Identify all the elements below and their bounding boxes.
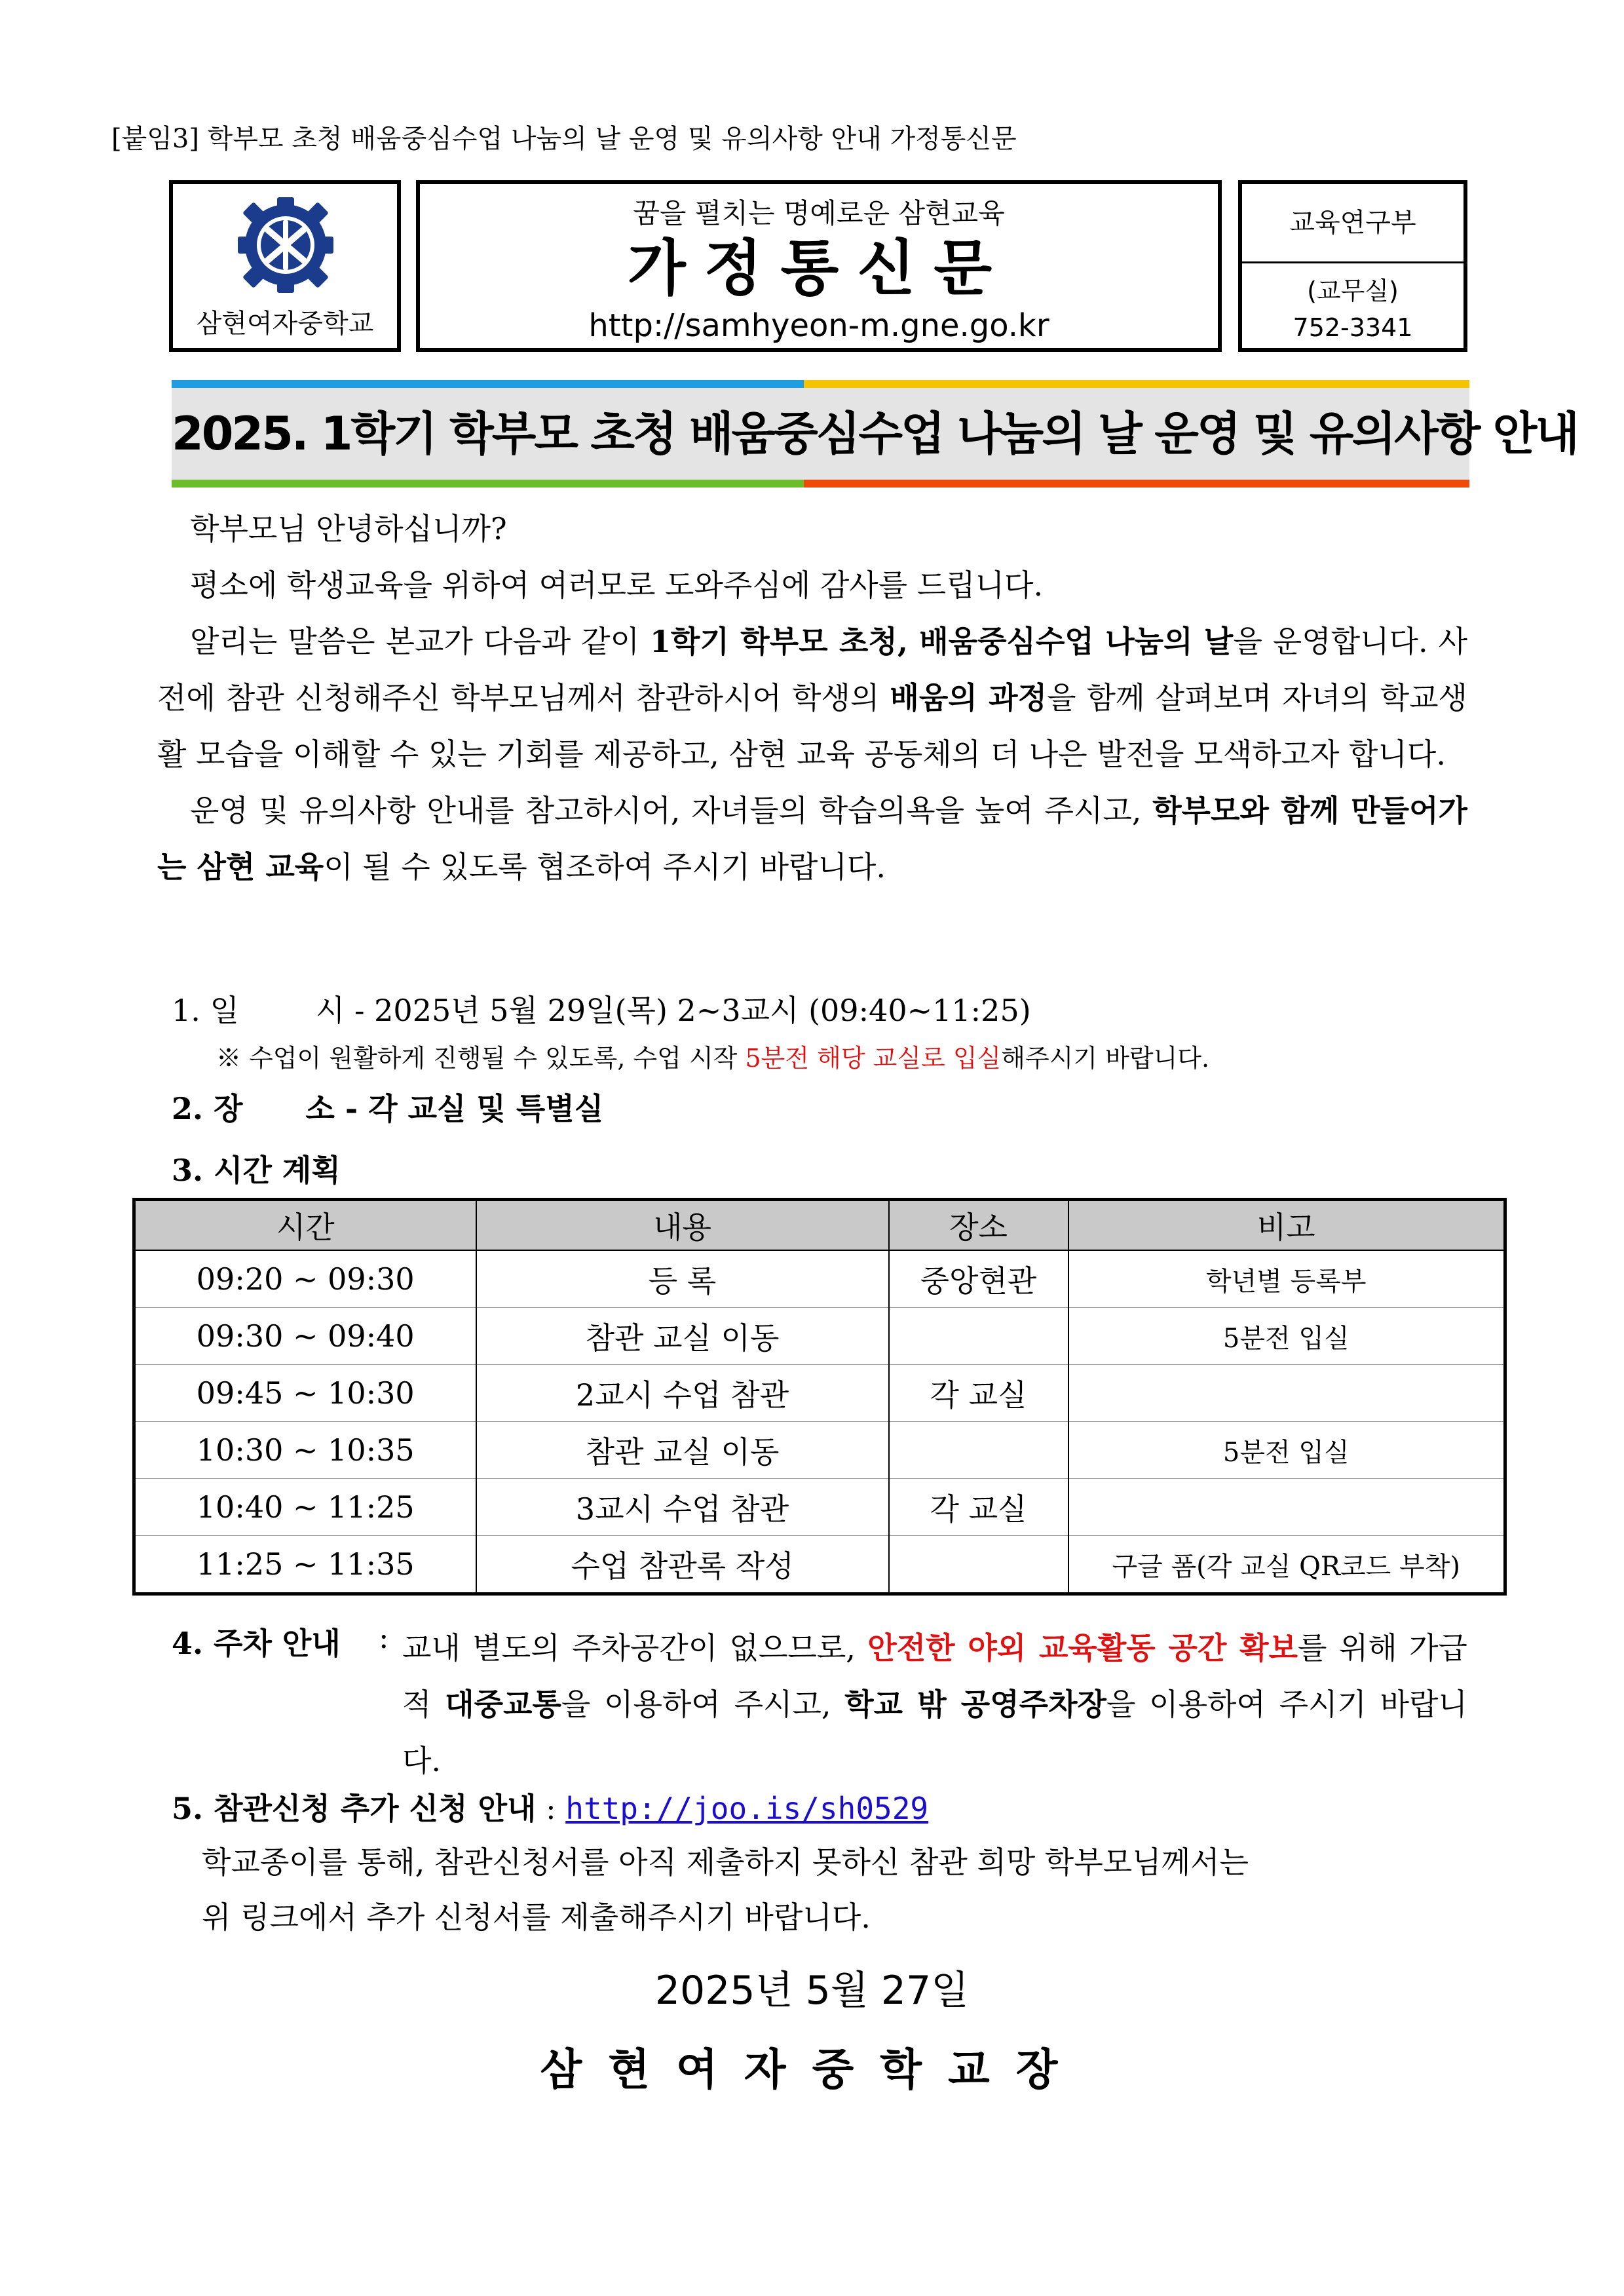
contact-info bbox=[1242, 263, 1463, 346]
greeting-line-1: 학부모님 안녕하십니까? bbox=[190, 511, 507, 546]
safety-space-notice: 안전한 야외 교육활동 공간 확보 bbox=[867, 1630, 1298, 1666]
text-span: ※ 수업이 원활하게 진행될 수 있도록, 수업 시작 bbox=[216, 1044, 746, 1073]
department-box bbox=[1238, 180, 1467, 352]
cell-remarks bbox=[1068, 1365, 1505, 1422]
section-4-separator: : bbox=[379, 1620, 389, 1655]
text-span: 을 운영합니다. 사전에 참관 신청해주신 학부모님께서 참관하시어 학생의 bbox=[157, 624, 1468, 716]
banner-stripe-blue bbox=[172, 380, 804, 388]
event-name: 1학기 학부모 초청, 배움중심수업 나눔의 날 bbox=[650, 624, 1234, 659]
section-5-line-1: 학교종이를 통해, 참관신청서를 아직 제출하지 못하신 참관 희망 학부모님께서는 bbox=[202, 1845, 1249, 1880]
school-emblem-icon bbox=[236, 196, 335, 294]
newsletter-title: 가정통신문 bbox=[627, 233, 1011, 303]
greeting-block bbox=[157, 501, 1467, 895]
section-5-line-2: 위 링크에서 추가 신청서를 제출해주시기 바랍니다. bbox=[202, 1900, 871, 1935]
banner-stripe-green bbox=[172, 480, 804, 488]
schedule-table bbox=[132, 1198, 1507, 1596]
banner-stripe-yellow bbox=[804, 380, 1469, 388]
cell-place bbox=[889, 1308, 1068, 1365]
issue-date: 2025년 5월 27일 bbox=[654, 1968, 970, 2014]
text-span: 이 될 수 있도록 협조하여 주시기 바랍니다. bbox=[324, 849, 886, 885]
school-url: http://samhyeon-m.gne.go.kr bbox=[588, 307, 1049, 344]
cell-content: 등 록 bbox=[476, 1250, 889, 1308]
cell-time: 11:25 ~ 11:35 bbox=[134, 1536, 476, 1594]
cell-time: 09:20 ~ 09:30 bbox=[134, 1250, 476, 1308]
cell-content: 3교시 수업 참관 bbox=[476, 1479, 889, 1536]
phone-number: 752-3341 bbox=[1293, 313, 1413, 342]
table-row bbox=[134, 1365, 1505, 1422]
text-span: 교내 별도의 주차공간이 없으므로, bbox=[402, 1630, 868, 1666]
cell-remarks: 5분전 입실 bbox=[1068, 1422, 1505, 1479]
learning-process: 배움의 과정 bbox=[890, 680, 1048, 716]
registration-link[interactable]: http://joo.is/sh0529 bbox=[565, 1791, 929, 1826]
section-1-label: 1. 일 시 - bbox=[172, 993, 365, 1028]
cell-place bbox=[889, 1536, 1068, 1594]
cell-place bbox=[889, 1422, 1068, 1479]
title-box bbox=[416, 180, 1222, 352]
banner-title: 2025. 1학기 학부모 초청 배움중심수업 나눔의 날 운영 및 유의사항 안내 bbox=[172, 407, 1577, 461]
banner-stripe-red bbox=[804, 480, 1469, 488]
section-1-value: 2025년 5월 29일(목) 2~3교시 (09:40~11:25) bbox=[374, 993, 1031, 1028]
section-1-schedule bbox=[172, 987, 1031, 1030]
text-span: 를 위해 가급적 bbox=[402, 1630, 1467, 1722]
cell-content: 수업 참관록 작성 bbox=[476, 1536, 889, 1594]
header-time: 시간 bbox=[134, 1200, 476, 1251]
text-span: 해주시기 바랍니다. bbox=[1001, 1044, 1210, 1073]
cell-content: 참관 교실 이동 bbox=[476, 1308, 889, 1365]
section-4-text bbox=[402, 1620, 1467, 1789]
school-logo-box bbox=[169, 180, 401, 352]
section-5-separator: : bbox=[546, 1791, 556, 1826]
cell-remarks: 학년별 등록부 bbox=[1068, 1250, 1505, 1308]
entry-notice: 5분전 해당 교실로 입실 bbox=[745, 1044, 1002, 1073]
cell-time: 10:30 ~ 10:35 bbox=[134, 1422, 476, 1479]
cell-remarks bbox=[1068, 1479, 1505, 1536]
table-row bbox=[134, 1479, 1505, 1536]
table-header-row bbox=[134, 1200, 1505, 1251]
samhyeon-education: 학부모와 함께 만들어가는 삼현 교육 bbox=[157, 793, 1467, 885]
cell-time: 09:45 ~ 10:30 bbox=[134, 1365, 476, 1422]
table-row bbox=[134, 1422, 1505, 1479]
section-3-label: 3. 시간 계획 bbox=[172, 1153, 341, 1188]
public-parking: 학교 밖 공영주차장 bbox=[844, 1687, 1106, 1722]
text-span: 알리는 말씀은 본교가 다음과 같이 bbox=[190, 624, 651, 659]
public-transport: 대중교통 bbox=[445, 1687, 561, 1722]
cell-time: 09:30 ~ 09:40 bbox=[134, 1308, 476, 1365]
cell-content: 2교시 수업 참관 bbox=[476, 1365, 889, 1422]
slogan: 꿈을 펼치는 명예로운 삼현교육 bbox=[633, 197, 1005, 229]
cell-place: 각 교실 bbox=[889, 1365, 1068, 1422]
table-row bbox=[134, 1250, 1505, 1308]
section-5-label: 5. 참관신청 추가 신청 안내 bbox=[172, 1791, 537, 1826]
section-5-heading bbox=[172, 1785, 928, 1828]
section-4-label: 4. 주차 안내 bbox=[172, 1626, 341, 1661]
table-row bbox=[134, 1536, 1505, 1594]
table-row bbox=[134, 1308, 1505, 1365]
cell-content: 참관 교실 이동 bbox=[476, 1422, 889, 1479]
text-span: 을 이용하여 주시기 바랍니다. bbox=[402, 1687, 1467, 1778]
office-label: (교무실) bbox=[1307, 277, 1399, 305]
cell-remarks: 5분전 입실 bbox=[1068, 1308, 1505, 1365]
header-place: 장소 bbox=[889, 1200, 1068, 1251]
text-span: 운영 및 유의사항 안내를 참고하시어, 자녀들의 학습의욕을 높여 주시고, bbox=[190, 793, 1153, 828]
principal-signature: 삼현여자중학교장 bbox=[540, 2044, 1084, 2095]
cell-time: 10:40 ~ 11:25 bbox=[134, 1479, 476, 1536]
header-content: 내용 bbox=[476, 1200, 889, 1251]
cell-place: 중앙현관 bbox=[889, 1250, 1068, 1308]
greeting-line-2: 평소에 학생교육을 위하여 여러모로 도와주심에 감사를 드립니다. bbox=[190, 567, 1044, 603]
greeting-paragraph-3 bbox=[157, 782, 1467, 895]
cell-remarks: 구글 폼(각 교실 QR코드 부착) bbox=[1068, 1536, 1505, 1594]
header-remarks: 비고 bbox=[1068, 1200, 1505, 1251]
department-name: 교육연구부 bbox=[1242, 184, 1463, 263]
cell-place: 각 교실 bbox=[889, 1479, 1068, 1536]
greeting-paragraph-2 bbox=[157, 613, 1467, 782]
section-1-note bbox=[216, 1038, 1209, 1074]
school-name: 삼현여자중학교 bbox=[196, 309, 374, 339]
text-span: 을 함께 살펴보며 자녀의 학교생활 모습을 이해할 수 있는 기회를 제공하고, 삼현 교육 공동체의 더 나은 발전을 모색하고자 합니다. bbox=[157, 680, 1467, 772]
attachment-label: [붙임3] 학부모 초청 배움중심수업 나눔의 날 운영 및 유의사항 안내 가정통신문 bbox=[111, 124, 1017, 154]
text-span: 을 이용하여 주시고, bbox=[561, 1687, 845, 1722]
section-2-place: 2. 장 소 - 각 교실 및 특별실 bbox=[172, 1091, 604, 1126]
